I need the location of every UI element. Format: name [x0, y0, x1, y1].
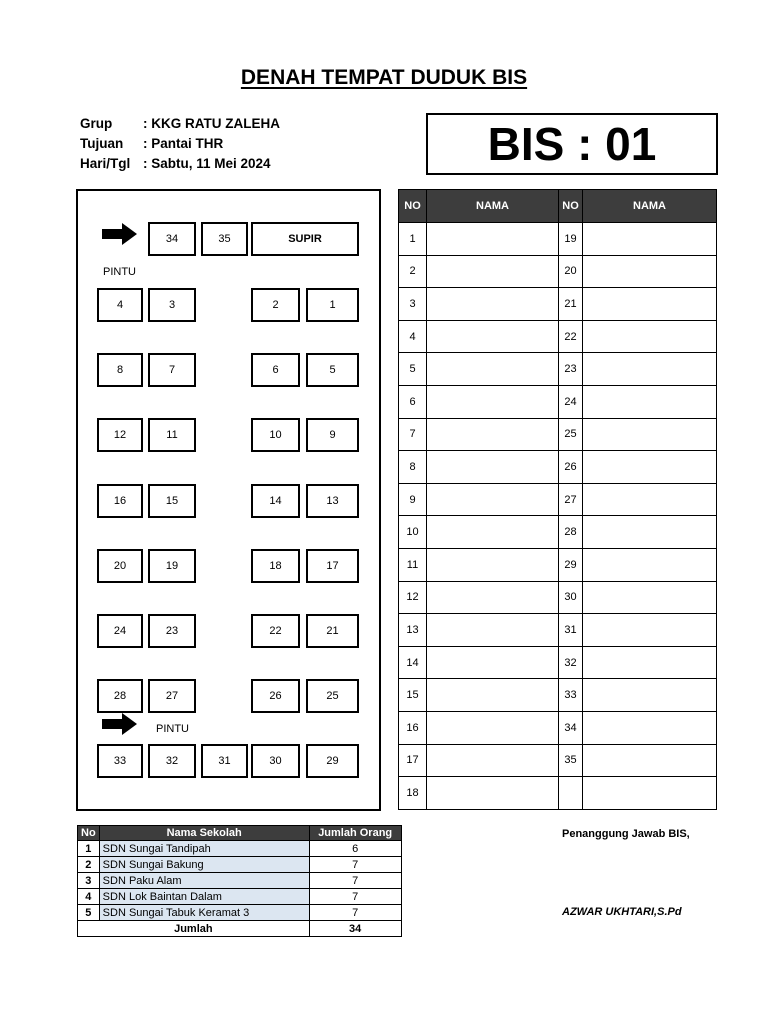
info-value: : KKG RATU ZALEHA: [143, 115, 280, 131]
roster-row: [399, 255, 717, 288]
roster-name-field[interactable]: [583, 320, 717, 353]
seat-map: [76, 189, 381, 811]
roster-name-field[interactable]: [583, 711, 717, 744]
seat-31[interactable]: 31: [201, 744, 248, 778]
info-value: : Sabtu, 11 Mei 2024: [143, 155, 271, 171]
roster-name-field[interactable]: [427, 255, 559, 288]
trip-info: [80, 113, 280, 173]
roster-no-cell: 2: [399, 255, 427, 288]
roster-name-field[interactable]: [427, 777, 559, 810]
roster-name-field[interactable]: [427, 353, 559, 386]
roster-name-field[interactable]: [583, 679, 717, 712]
header-no: No: [78, 826, 100, 841]
roster-row: [399, 679, 717, 712]
roster-name-field[interactable]: [583, 581, 717, 614]
roster-no-cell: 34: [559, 711, 583, 744]
roster-no-cell: 19: [559, 223, 583, 256]
roster-no-cell: 1: [399, 223, 427, 256]
seat-33[interactable]: 33: [97, 744, 143, 778]
roster-name-field[interactable]: [583, 744, 717, 777]
driver-seat: SUPIR: [251, 222, 359, 256]
roster-name-field[interactable]: [583, 516, 717, 549]
school-row: [78, 841, 402, 857]
roster-row: [399, 516, 717, 549]
total-label: Jumlah: [78, 921, 310, 937]
roster-no-cell: 3: [399, 288, 427, 321]
roster-name-field[interactable]: [427, 223, 559, 256]
roster-name-field[interactable]: [427, 614, 559, 647]
roster-row: [399, 581, 717, 614]
seat-34[interactable]: 34: [148, 222, 196, 256]
roster-name-field[interactable]: [427, 385, 559, 418]
roster-row: [399, 320, 717, 353]
school-count: 6: [309, 841, 401, 857]
passenger-roster: [398, 189, 717, 810]
roster-row: [399, 353, 717, 386]
arrow-right-icon: [102, 223, 138, 245]
roster-no-cell: 30: [559, 581, 583, 614]
school-name: SDN Lok Baintan Dalam: [99, 889, 309, 905]
school-no: 2: [78, 857, 100, 873]
seat-30[interactable]: 30: [251, 744, 300, 778]
roster-name-field[interactable]: [427, 451, 559, 484]
roster-row: [399, 223, 717, 256]
roster-name-field[interactable]: [583, 451, 717, 484]
school-name: SDN Sungai Tabuk Keramat 3: [99, 905, 309, 921]
roster-name-field[interactable]: [583, 385, 717, 418]
roster-no-cell: 8: [399, 451, 427, 484]
roster-name-field[interactable]: [427, 744, 559, 777]
roster-name-field[interactable]: [427, 418, 559, 451]
roster-name-field[interactable]: [583, 614, 717, 647]
roster-no-cell: 4: [399, 320, 427, 353]
school-row: [78, 857, 402, 873]
school-count: 7: [309, 873, 401, 889]
seat-27[interactable]: 27: [148, 679, 196, 713]
roster-row: [399, 711, 717, 744]
seat-26[interactable]: 26: [251, 679, 300, 713]
school-row: [78, 889, 402, 905]
seat-23[interactable]: 23: [148, 614, 196, 648]
school-count: 7: [309, 857, 401, 873]
roster-row: [399, 548, 717, 581]
roster-row: [399, 777, 717, 810]
roster-no-cell: 25: [559, 418, 583, 451]
roster-no-cell: 31: [559, 614, 583, 647]
roster-no-cell: 12: [399, 581, 427, 614]
info-label: Hari/Tgl: [80, 155, 131, 171]
roster-name-field[interactable]: [427, 711, 559, 744]
seat-5[interactable]: 5: [306, 353, 359, 387]
school-header: [78, 826, 402, 841]
roster-no-cell: 15: [399, 679, 427, 712]
roster-no-cell: 20: [559, 255, 583, 288]
roster-row: [399, 385, 717, 418]
school-total-row: [78, 921, 402, 937]
school-row: [78, 873, 402, 889]
roster-no-cell: 24: [559, 385, 583, 418]
roster-row: [399, 451, 717, 484]
seat-22[interactable]: 22: [251, 614, 300, 648]
seat-8[interactable]: 8: [97, 353, 143, 387]
roster-name-field[interactable]: [427, 581, 559, 614]
roster-name-field[interactable]: [427, 679, 559, 712]
signature-title: Penanggung Jawab BIS,: [562, 828, 690, 840]
seat-1[interactable]: 1: [306, 288, 359, 322]
seat-24[interactable]: 24: [97, 614, 143, 648]
seat-14[interactable]: 14: [251, 484, 300, 518]
info-label: Tujuan: [80, 135, 124, 151]
roster-row: [399, 288, 717, 321]
seat-9[interactable]: 9: [306, 418, 359, 452]
door-label-front: PINTU: [103, 266, 136, 278]
signature-name: AZWAR UKHTARI,S.Pd: [562, 906, 682, 918]
seat-18[interactable]: 18: [251, 549, 300, 583]
seat-10[interactable]: 10: [251, 418, 300, 452]
roster-name-field[interactable]: [583, 548, 717, 581]
roster-name-field[interactable]: [427, 288, 559, 321]
seat-20[interactable]: 20: [97, 549, 143, 583]
roster-no-cell: 17: [399, 744, 427, 777]
roster-no-cell: 10: [399, 516, 427, 549]
roster-name-field[interactable]: [583, 483, 717, 516]
roster-name-field[interactable]: [427, 483, 559, 516]
school-no: 1: [78, 841, 100, 857]
seat-28[interactable]: 28: [97, 679, 143, 713]
roster-no-cell: 11: [399, 548, 427, 581]
header-nama: NAMA: [427, 190, 559, 223]
info-label: Grup: [80, 115, 113, 131]
seat-6[interactable]: 6: [251, 353, 300, 387]
school-no: 3: [78, 873, 100, 889]
school-no: 5: [78, 905, 100, 921]
school-count: 7: [309, 905, 401, 921]
roster-no-cell: 23: [559, 353, 583, 386]
header-school-name: Nama Sekolah: [99, 826, 309, 841]
roster-no-cell: 5: [399, 353, 427, 386]
roster-name-field[interactable]: [583, 646, 717, 679]
school-table: [77, 825, 402, 937]
roster-name-field[interactable]: [583, 288, 717, 321]
header-nama: NAMA: [583, 190, 717, 223]
roster-no-cell: 16: [399, 711, 427, 744]
seat-25[interactable]: 25: [306, 679, 359, 713]
roster-name-field[interactable]: [427, 516, 559, 549]
roster-no-cell: [559, 777, 583, 810]
info-row-hari-tgl: [80, 153, 280, 173]
school-no: 4: [78, 889, 100, 905]
roster-row: [399, 483, 717, 516]
seat-7[interactable]: 7: [148, 353, 196, 387]
school-row: [78, 905, 402, 921]
roster-name-field[interactable]: [583, 223, 717, 256]
bus-number-box: BIS : 01: [426, 113, 718, 175]
seat-2[interactable]: 2: [251, 288, 300, 322]
info-row-grup: [80, 113, 280, 133]
seat-4[interactable]: 4: [97, 288, 143, 322]
seat-15[interactable]: 15: [148, 484, 196, 518]
school-count: 7: [309, 889, 401, 905]
roster-row: [399, 646, 717, 679]
roster-name-field[interactable]: [583, 353, 717, 386]
roster-no-cell: 13: [399, 614, 427, 647]
roster-header: [399, 190, 717, 223]
school-name: SDN Sungai Tandipah: [99, 841, 309, 857]
roster-name-field[interactable]: [427, 320, 559, 353]
seat-17[interactable]: 17: [306, 549, 359, 583]
roster-no-cell: 28: [559, 516, 583, 549]
page-title: DENAH TEMPAT DUDUK BIS: [240, 66, 528, 89]
school-name: SDN Paku Alam: [99, 873, 309, 889]
arrow-right-icon: [102, 713, 138, 735]
roster-no-cell: 9: [399, 483, 427, 516]
roster-name-field[interactable]: [583, 777, 717, 810]
info-row-tujuan: [80, 133, 280, 153]
roster-no-cell: 32: [559, 646, 583, 679]
roster-row: [399, 744, 717, 777]
roster-no-cell: 14: [399, 646, 427, 679]
roster-row: [399, 418, 717, 451]
seat-13[interactable]: 13: [306, 484, 359, 518]
seat-21[interactable]: 21: [306, 614, 359, 648]
roster-no-cell: 29: [559, 548, 583, 581]
roster-name-field[interactable]: [427, 548, 559, 581]
seat-29[interactable]: 29: [306, 744, 359, 778]
seat-3[interactable]: 3: [148, 288, 196, 322]
roster-no-cell: 33: [559, 679, 583, 712]
seat-35[interactable]: 35: [201, 222, 248, 256]
roster-no-cell: 7: [399, 418, 427, 451]
roster-name-field[interactable]: [583, 255, 717, 288]
header-no: NO: [399, 190, 427, 223]
header-count: Jumlah Orang: [309, 826, 401, 841]
seat-32[interactable]: 32: [148, 744, 196, 778]
roster-row: [399, 614, 717, 647]
seat-11[interactable]: 11: [148, 418, 196, 452]
school-name: SDN Sungai Bakung: [99, 857, 309, 873]
seat-12[interactable]: 12: [97, 418, 143, 452]
roster-no-cell: 35: [559, 744, 583, 777]
header-no: NO: [559, 190, 583, 223]
roster-no-cell: 26: [559, 451, 583, 484]
roster-no-cell: 18: [399, 777, 427, 810]
door-label-rear: PINTU: [156, 723, 189, 735]
roster-no-cell: 6: [399, 385, 427, 418]
seat-16[interactable]: 16: [97, 484, 143, 518]
roster-no-cell: 27: [559, 483, 583, 516]
info-value: : Pantai THR: [143, 135, 224, 151]
total-count: 34: [309, 921, 401, 937]
seat-19[interactable]: 19: [148, 549, 196, 583]
roster-name-field[interactable]: [427, 646, 559, 679]
roster-no-cell: 21: [559, 288, 583, 321]
roster-name-field[interactable]: [583, 418, 717, 451]
roster-no-cell: 22: [559, 320, 583, 353]
